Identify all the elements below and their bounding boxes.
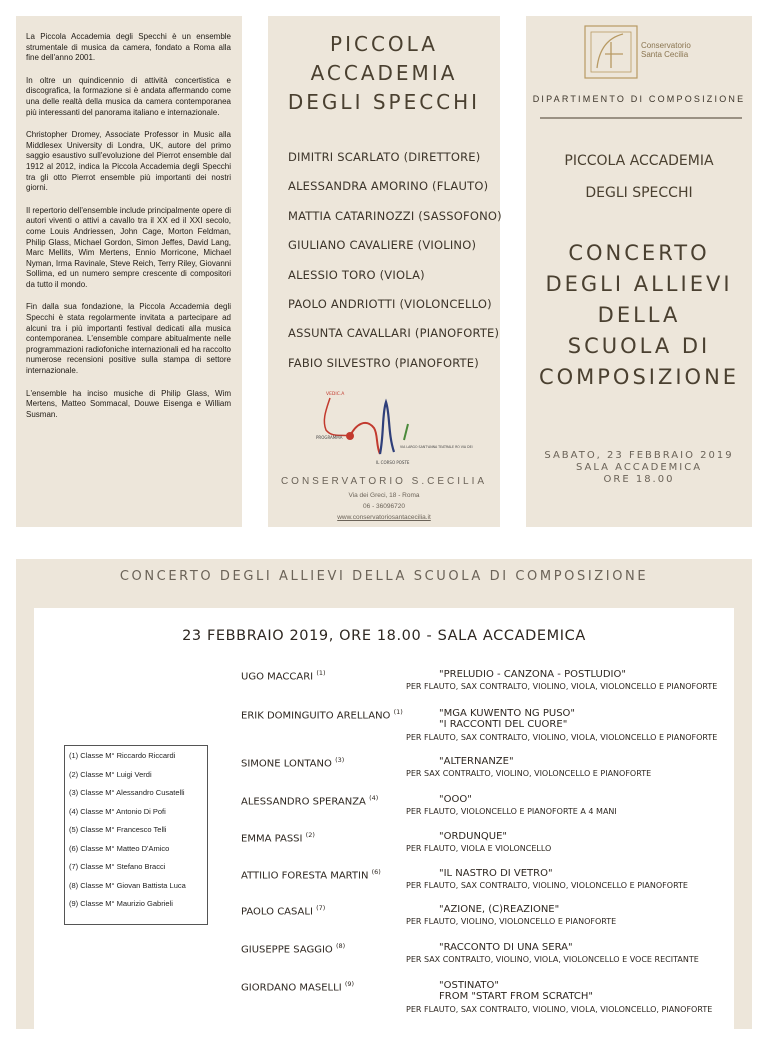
legend-item: (7) Classe M° Stefano Bracci xyxy=(69,862,166,871)
venue-name: CONSERVATORIO S.CECILIA xyxy=(280,476,488,487)
concert-time: ORE 18.00 xyxy=(603,474,675,485)
map-street xyxy=(404,424,408,440)
bio-paragraph: In oltre un quindicennio di attività concertistica e discografica, la formazione si è andata affermando come una delle realtà della musica da camera contemporanea più interessanti del panorama italiano e internazionale. xyxy=(26,75,231,117)
legend-item: (8) Classe M° Giovan Battista Luca xyxy=(69,880,186,890)
concert-date-time xyxy=(526,450,752,486)
member-item: ASSUNTA CAVALLARI (PIANOFORTE) xyxy=(288,326,500,341)
composer-name: ATTILIO FORESTA MARTIN $^{(6)}$ xyxy=(241,868,381,882)
conservatorio-logo xyxy=(583,24,701,86)
map-label: VEDIC.A xyxy=(326,392,345,397)
concert-title-line: SCUOLA DI xyxy=(567,334,711,358)
bio-paragraph: Fin dalla sua fondazione, la Piccola Accademia degli Specchi è stata regolarmente invitata a partecipare ad alcuni tra i più importanti festival dedicati alla musica contemporanea. L'ensemble compare abitualmente nelle programmazioni radiofoniche internazionali ed ha raccolto numerose recensioni positive sulla stampa di settore internazionale. xyxy=(26,302,232,376)
member-item: ALESSIO TORO (VIOLA) xyxy=(288,267,425,282)
work-title: "PRELUDIO - CANZONA - POSTLUDIO" xyxy=(439,669,626,680)
ensemble-title xyxy=(268,30,500,117)
instrumentation: PER FLAUTO, SAX CONTRALTO, VIOLINO, VIOLONCELLO E PIANOFORTE xyxy=(406,881,688,890)
bio-paragraph: Christopher Dromey, Associate Professor in Music alla Middlesex University di Londra, UK, autore del primo saggio esaustivo sull'evoluzione del Pierrot ensemble dal 1912 al 2012, indica la Piccola Accademia degli Specchi tra gli otto Pierrot ensemble più importanti dei nostri giorni. xyxy=(26,130,231,193)
concert-title-line: DEGLI ALLIEVI xyxy=(545,272,733,296)
composer-name: SIMONE LONTANO $^{(3)}$ xyxy=(241,756,345,770)
ensemble-name-line: DEGLI SPECCHI xyxy=(585,185,693,201)
work-title: "ALTERNANZE" xyxy=(439,756,514,767)
work-title: "RACCONTO DI UNA SERA" xyxy=(439,942,573,953)
bio-paragraph: Il repertorio dell'ensemble include principalmente opere di autori viventi o attivi a cavallo tra il XX ed il XXI secolo, come Louis Andriessen, John Cage, Morton Feldman, Philip Glass, Michael Gordon, Simon Jeffes, David Lang, Marc Mellits, Wim Mertens, Ennio Morricone, Michael Nyman, Irma Ravinale, Steve Reich, Terry Riley, Giovanni Sollima, ed un numero sempre crescente di compositori da tutto il mondo. xyxy=(26,205,231,289)
composer-name: PAOLO CASALI $^{(7)}$ xyxy=(241,904,326,918)
instrumentation: PER FLAUTO, VIOLINO, VIOLONCELLO E PIANOFORTE xyxy=(406,917,617,926)
member-item: DIMITRI SCARLATO (DIRETTORE) xyxy=(288,150,481,164)
composer-name: ERIK DOMINGUITO ARELLANO $^{(1)}$ xyxy=(241,708,403,722)
instrumentation: PER FLAUTO, SAX CONTRALTO, VIOLINO, VIOLA, VIOLONCELLO E PIANOFORTE xyxy=(406,682,718,691)
logo-text: Santa Cecilia xyxy=(641,50,689,59)
concert-title xyxy=(526,238,752,393)
member-item: MATTIA CATARINOZZI (SASSOFONO) xyxy=(288,208,502,223)
work-title: "MGA KUWENTO NG PUSO" "I RACCONTI DEL CUORE" xyxy=(439,708,576,730)
member-item: PAOLO ANDRIOTTI (VIOLONCELLO) xyxy=(288,296,492,311)
concert-date: SABATO, 23 FEBBRAIO 2019 xyxy=(544,450,734,461)
map-street xyxy=(380,402,394,454)
program-body xyxy=(34,608,734,1038)
venue-website-link[interactable]: www.conservatoriosantacecilia.it xyxy=(337,514,431,521)
composer-name: GIORDANO MASELLI $^{(9)}$ xyxy=(241,980,355,994)
department-name: DIPARTIMENTO DI COMPOSIZIONE xyxy=(532,94,746,104)
composer-name: ALESSANDRO SPERANZA $^{(4)}$ xyxy=(241,794,379,808)
program-date-line: 23 FEBBRAIO 2019, ORE 18.00 - SALA ACCADEMICA xyxy=(182,628,586,644)
member-item: GIULIANO CAVALIERE (VIOLINO) xyxy=(288,238,477,253)
composer-name: EMMA PASSI $^{(2)}$ xyxy=(241,831,315,845)
legend-item: (1) Classe M° Riccardo Riccardi xyxy=(69,751,176,760)
member-list xyxy=(288,150,502,385)
member-item: ALESSANDRA AMORINO (FLAUTO) xyxy=(288,179,489,194)
concert-title-line: DELLA xyxy=(597,303,681,327)
ensemble-title-line: ACCADEMIA xyxy=(310,61,458,85)
venue-phone: 06 - 36096720 xyxy=(363,503,405,510)
work-title: "OOO" xyxy=(439,794,472,805)
bio-paragraph: La Piccola Accademia degli Specchi è un ensemble strumentale di musica da camera, fondato a Roma alla fine dell'anno 2001. xyxy=(26,32,231,63)
composer-name: UGO MACCARI $^{(1)}$ xyxy=(241,669,326,683)
legend-item: (9) Classe M° Maurizio Gabrieli xyxy=(69,899,173,908)
legend-item: (6) Classe M° Matteo D'Amico xyxy=(69,843,170,853)
instrumentation: PER SAX CONTRALTO, VIOLINO, VIOLA, VIOLONCELLO E VOCE RECITANTE xyxy=(406,955,699,964)
work-title: "AZIONE, (C)REAZIONE" xyxy=(439,904,560,915)
logo-text: Conservatorio xyxy=(641,41,691,50)
legend-item: (5) Classe M° Francesco Telli xyxy=(69,825,167,834)
map-marker xyxy=(346,432,354,440)
program-title: CONCERTO DEGLI ALLIEVI DELLA SCUOLA DI COMPOSIZIONE xyxy=(119,569,649,584)
ensemble-title-line: DEGLI SPECCHI xyxy=(287,90,481,114)
concert-hall: SALA ACCADEMICA xyxy=(575,462,703,473)
teacher-legend xyxy=(64,745,208,925)
instrumentation: PER FLAUTO, VIOLONCELLO E PIANOFORTE A 4 MANI xyxy=(406,807,617,816)
legend-item: (2) Classe M° Luigi Verdi xyxy=(69,769,152,779)
divider xyxy=(540,117,742,119)
concert-cover-panel xyxy=(526,16,752,527)
instrumentation: PER FLAUTO, VIOLA E VIOLONCELLO xyxy=(406,844,552,853)
program-sheet xyxy=(16,559,752,1029)
map-label: VIA LARGO SANT'ANNA TEATRALE RO VIA DEI xyxy=(400,445,473,449)
concert-title-line: COMPOSIZIONE xyxy=(538,365,740,389)
map-route xyxy=(350,423,380,454)
member-item: FABIO SILVESTRO (PIANOFORTE) xyxy=(288,355,479,370)
map-label: PROGRAMMA xyxy=(316,435,343,440)
map-label: IL CORSO POSTE xyxy=(376,460,410,465)
ensemble-members-panel xyxy=(268,16,500,527)
composer-name: GIUSEPPE SAGGIO $^{(8)}$ xyxy=(241,942,346,956)
ensemble-name-line: PICCOLA ACCADEMIA xyxy=(564,153,714,169)
ensemble-title-line: PICCOLA xyxy=(330,32,438,56)
instrumentation: PER FLAUTO, SAX CONTRALTO, VIOLINO, VIOLA, VIOLONCELLO E PIANOFORTE xyxy=(406,733,718,742)
instrumentation: PER FLAUTO, SAX CONTRALTO, VIOLINO, VIOLA, VIOLONCELLO, PIANOFORTE xyxy=(406,1005,713,1014)
legend-item: (3) Classe M° Alessandro Cusatelli xyxy=(69,788,185,797)
location-map xyxy=(304,384,473,470)
legend-item: (4) Classe M° Antonio Di Pofi xyxy=(69,806,166,816)
map-route xyxy=(324,398,350,436)
work-title: "OSTINATO" FROM "START FROM SCRATCH" xyxy=(439,980,593,1002)
instrumentation: PER SAX CONTRALTO, VIOLINO, VIOLONCELLO E PIANOFORTE xyxy=(406,769,652,778)
work-title: "IL NASTRO DI VETRO" xyxy=(439,868,553,879)
concert-title-line: CONCERTO xyxy=(568,241,710,265)
work-title: "ORDUNQUE" xyxy=(439,831,508,842)
bio-paragraph: L'ensemble ha inciso musiche di Philip Glass, Wim Mertens, Matteo Sommacal, Douwe Eisenga e William Susman. xyxy=(26,388,231,419)
ensemble-bio-panel xyxy=(16,16,242,527)
logo-emblem-icon xyxy=(597,34,623,68)
venue-address: Via dei Greci, 18 - Roma xyxy=(348,492,420,499)
